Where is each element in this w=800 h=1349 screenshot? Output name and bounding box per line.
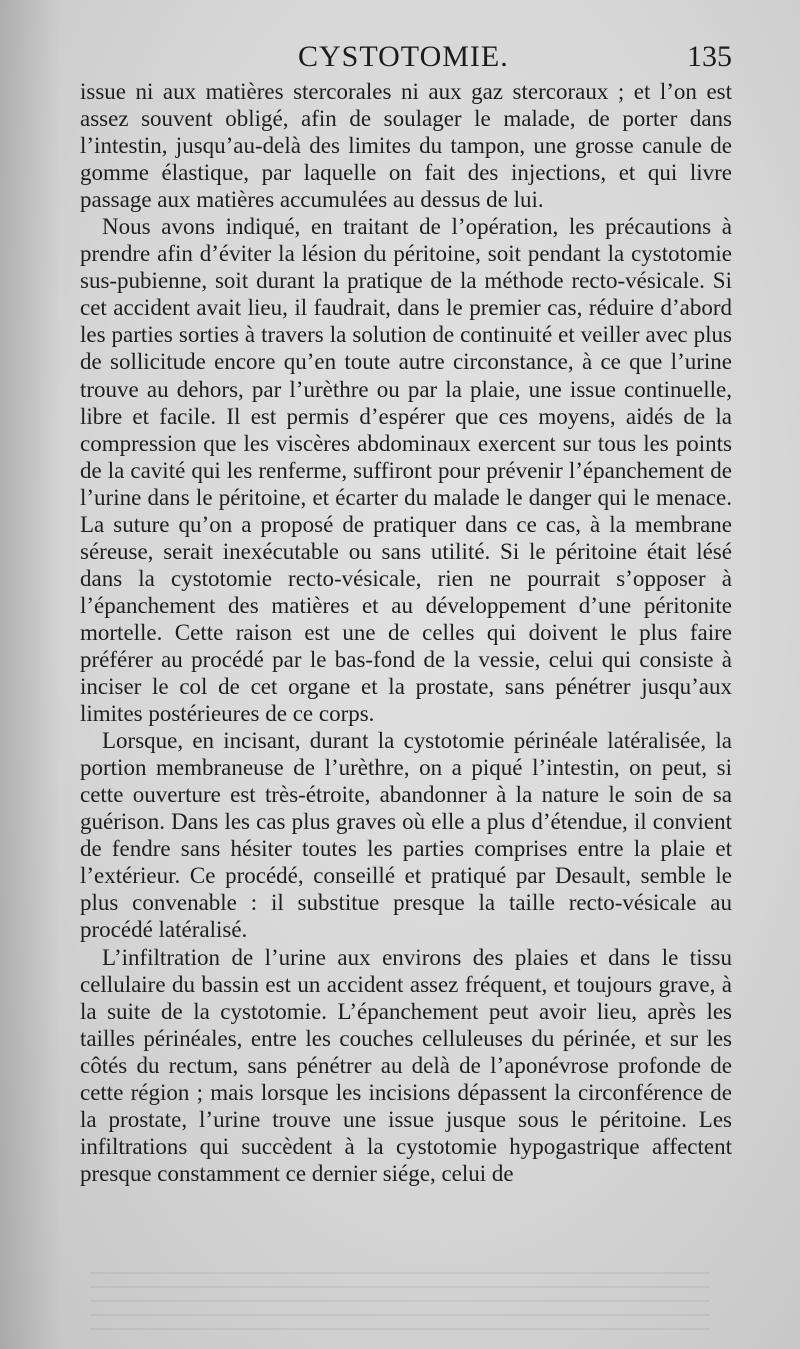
page-number: 135 [687,40,732,73]
paragraph-4: L’infiltration de l’urine aux environs des plaies et dans le tissu cellulaire du bassin est un accident assez fréquent, et toujours grave, à la suite de la cystotomie. L’épanchement peut avoir lieu, après les tailles périnéales, entre les couches celluleuses du périnée, et sur les côtés du rectum, sans pénétrer au delà de l’aponévrose profonde de cette région ; mais lorsque les incisions dépassent la circonférence de la prostate, l’urine trouve une issue jusque sous le péritoine. Les infiltrations qui succèdent à la cystotomie hypogastrique affectent presque constamment ce dernier siége, celui de [80,944,732,1186]
paragraph-2: Nous avons indiqué, en traitant de l’opération, les précautions à prendre afin d’éviter la lésion du péritoine, soit pendant la cystotomie sus-pubienne, soit durant la pratique de la méthode recto-vésicale. Si cet accident avait lieu, il faudrait, dans le premier cas, réduire d’abord les parties sorties à travers la solution de continuité et veiller avec plus de sollicitude encore qu’en toute autre circonstance, à ce que l’urine trouve au dehors, par l’urèthre ou par la plaie, une issue continuelle, libre et facile. Il est permis d’espérer que ces moyens, aidés de la compression que les viscères abdominaux exercent sur tous les points de la cavité qui les renferme, suffiront pour prévenir l’épanchement de l’urine dans le péritoine, et écarter du malade le danger qui le menace. La suture qu’on a proposé de pratiquer dans ce cas, à la membrane séreuse, serait inexécutable ou sans utilité. Si le péritoine était lésé dans la cystotomie recto-vésicale, rien ne pourrait s’opposer à l’épanchement des matières et au développement d’une péritonite mortelle. Cette raison est une de celles qui doivent le plus faire préférer au procédé par le bas-fond de la vessie, celui qui consiste à inciser le col de cet organe et la prostate, sans pénétrer jusqu’aux limites postérieures de ce corps. [80,214,732,727]
paragraph-1: issue ni aux matières stercorales ni aux gaz stercoraux ; et l’on est assez souvent obligé, afin de soulager le malade, de porter dans l’intestin, jusqu’au-delà des limites du tampon, une grosse canule de gomme élastique, par laquelle on fait des injections, et qui livre passage aux matières accumulées au dessus de lui. [80,79,732,213]
body-text [80,78,732,1187]
gutter-shadow [0,0,60,1349]
paragraph-3: Lorsque, en incisant, durant la cystotomie périnéale latéralisée, la portion membraneuse de l’urèthre, on a piqué l’intestin, on peut, si cette ouverture est très-étroite, abandonner à la nature le soin de sa guérison. Dans les cas plus graves où elle a plus d’étendue, il convient de fendre sans hésiter toutes les parties comprises entre la plaie et l’extérieur. Ce procédé, conseillé et pratiqué par Desault, semble le plus convenable : il substitue presque la taille recto-vésicale au procédé latéralisé. [80,728,732,943]
show-through-texture [90,1272,710,1332]
running-title: CYSTOTOMIE. [298,40,509,73]
page-header [80,40,732,76]
